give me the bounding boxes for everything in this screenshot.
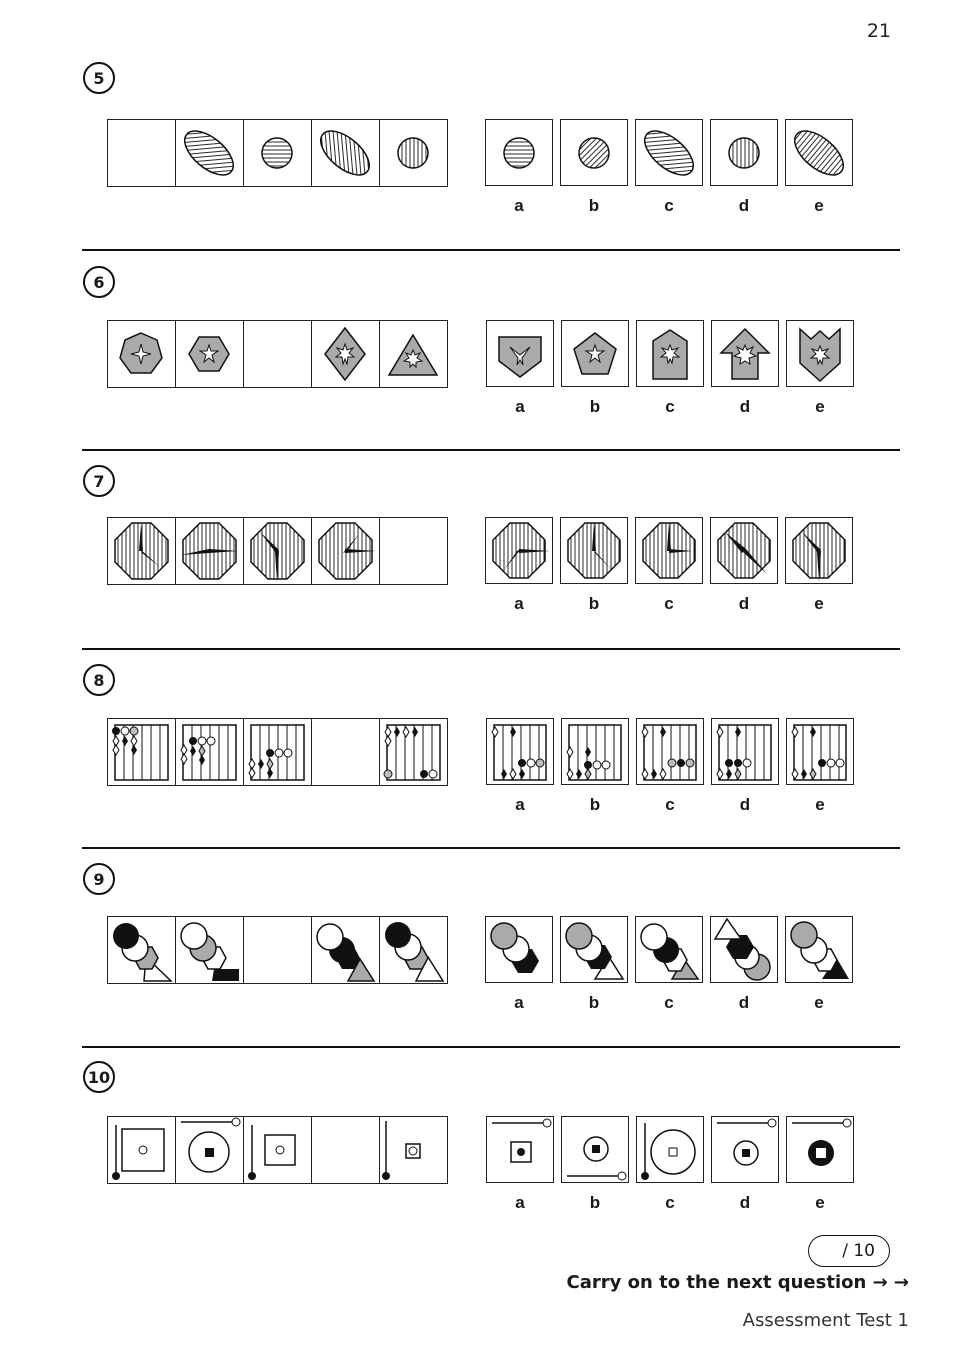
q6-seq-cell	[312, 321, 380, 387]
q8-option-c[interactable]	[636, 718, 704, 815]
q6-seq-cell	[380, 321, 447, 387]
q10-option-d[interactable]	[711, 1116, 779, 1213]
q9-option-d[interactable]	[710, 916, 778, 1013]
option-label: c	[664, 993, 674, 1012]
q10-seq-cell	[380, 1117, 447, 1183]
section-divider	[82, 449, 900, 451]
q6-option-e[interactable]	[786, 320, 854, 417]
option-label: d	[739, 397, 751, 416]
q8-option-b[interactable]	[561, 718, 629, 815]
q8-seq-cell	[176, 719, 244, 785]
q8-seq-cell	[108, 719, 176, 785]
q9-options	[485, 916, 853, 1013]
q10-option-c[interactable]	[636, 1116, 704, 1213]
option-label: d	[738, 594, 750, 613]
option-label: e	[815, 795, 825, 814]
q8-blank-cell	[312, 719, 380, 785]
score-box: / 10	[808, 1235, 890, 1267]
option-label: d	[739, 1193, 751, 1212]
question-number-6: 6	[83, 266, 115, 298]
q9-option-e[interactable]	[785, 916, 853, 1013]
question-number-7: 7	[83, 465, 115, 497]
q10-seq-cell	[108, 1117, 176, 1183]
q10-seq-cell	[176, 1117, 244, 1183]
q5-options	[485, 119, 853, 216]
q10-sequence	[107, 1116, 448, 1184]
q9-blank-cell	[244, 917, 312, 983]
option-label: c	[664, 196, 674, 215]
q7-sequence	[107, 517, 448, 585]
section-divider	[82, 249, 900, 251]
q6-sequence	[107, 320, 448, 388]
q9-option-a[interactable]	[485, 916, 553, 1013]
q8-option-e[interactable]	[786, 718, 854, 815]
page-number: 21	[866, 20, 891, 42]
q7-blank-cell	[380, 518, 447, 584]
q8-seq-cell	[380, 719, 447, 785]
option-label: e	[814, 196, 824, 215]
q5-option-b[interactable]	[560, 119, 628, 216]
q6-option-a[interactable]	[486, 320, 554, 417]
q7-option-a[interactable]	[485, 517, 553, 614]
option-label: a	[515, 1193, 525, 1212]
option-label: b	[588, 196, 600, 215]
q10-option-e[interactable]	[786, 1116, 854, 1213]
option-label: d	[739, 795, 751, 814]
q5-option-e[interactable]	[785, 119, 853, 216]
q6-option-b[interactable]	[561, 320, 629, 417]
option-label: b	[589, 397, 601, 416]
q6-seq-cell	[176, 321, 244, 387]
q5-option-c[interactable]	[635, 119, 703, 216]
q10-seq-cell	[244, 1117, 312, 1183]
q7-seq-cell	[312, 518, 380, 584]
q6-blank-cell	[244, 321, 312, 387]
option-label: b	[588, 594, 600, 613]
option-label: e	[815, 397, 825, 416]
question-number-8: 8	[83, 664, 115, 696]
option-label: c	[665, 397, 675, 416]
q9-sequence	[107, 916, 448, 984]
option-label: a	[515, 795, 525, 814]
q5-seq-cell	[380, 120, 447, 186]
option-label: d	[738, 993, 750, 1012]
q5-sequence	[107, 119, 448, 187]
q6-seq-cell	[108, 321, 176, 387]
q8-seq-cell	[244, 719, 312, 785]
option-label: e	[814, 594, 824, 613]
option-label: a	[514, 993, 524, 1012]
q7-options	[485, 517, 853, 614]
q5-blank-cell	[108, 120, 176, 186]
option-label: c	[664, 594, 674, 613]
q5-seq-cell	[176, 120, 244, 186]
q9-seq-cell	[380, 917, 447, 983]
q7-seq-cell	[108, 518, 176, 584]
q9-option-b[interactable]	[560, 916, 628, 1013]
q9-seq-cell	[176, 917, 244, 983]
question-number-10: 10	[83, 1061, 115, 1093]
q9-seq-cell	[312, 917, 380, 983]
option-label: b	[589, 795, 601, 814]
q7-seq-cell	[176, 518, 244, 584]
section-divider	[82, 847, 900, 849]
q7-seq-cell	[244, 518, 312, 584]
test-name: Assessment Test 1	[742, 1310, 909, 1331]
option-label: a	[514, 594, 524, 613]
question-number-5: 5	[83, 62, 115, 94]
q5-seq-cell	[244, 120, 312, 186]
q7-option-d[interactable]	[710, 517, 778, 614]
q10-option-b[interactable]	[561, 1116, 629, 1213]
q7-option-b[interactable]	[560, 517, 628, 614]
option-label: c	[665, 795, 675, 814]
option-label: e	[815, 1193, 825, 1212]
q10-options	[486, 1116, 854, 1213]
q6-option-c[interactable]	[636, 320, 704, 417]
q8-sequence	[107, 718, 448, 786]
q7-option-c[interactable]	[635, 517, 703, 614]
option-label: c	[665, 1193, 675, 1212]
option-label: a	[515, 397, 525, 416]
carry-on-instruction: Carry on to the next question → →	[566, 1272, 909, 1293]
q6-options	[486, 320, 854, 417]
q5-seq-cell	[312, 120, 380, 186]
option-label: b	[589, 1193, 601, 1212]
option-label: d	[738, 196, 750, 215]
option-label: a	[514, 196, 524, 215]
q9-seq-cell	[108, 917, 176, 983]
q7-option-e[interactable]	[785, 517, 853, 614]
question-number-9: 9	[83, 863, 115, 895]
q5-option-a[interactable]	[485, 119, 553, 216]
q6-option-d[interactable]	[711, 320, 779, 417]
option-label: b	[588, 993, 600, 1012]
option-label: e	[814, 993, 824, 1012]
section-divider	[82, 1046, 900, 1048]
q8-option-a[interactable]	[486, 718, 554, 815]
q10-option-a[interactable]	[486, 1116, 554, 1213]
section-divider	[82, 648, 900, 650]
q8-options	[486, 718, 854, 815]
q8-option-d[interactable]	[711, 718, 779, 815]
q10-blank-cell	[312, 1117, 380, 1183]
q5-option-d[interactable]	[710, 119, 778, 216]
q9-option-c[interactable]	[635, 916, 703, 1013]
